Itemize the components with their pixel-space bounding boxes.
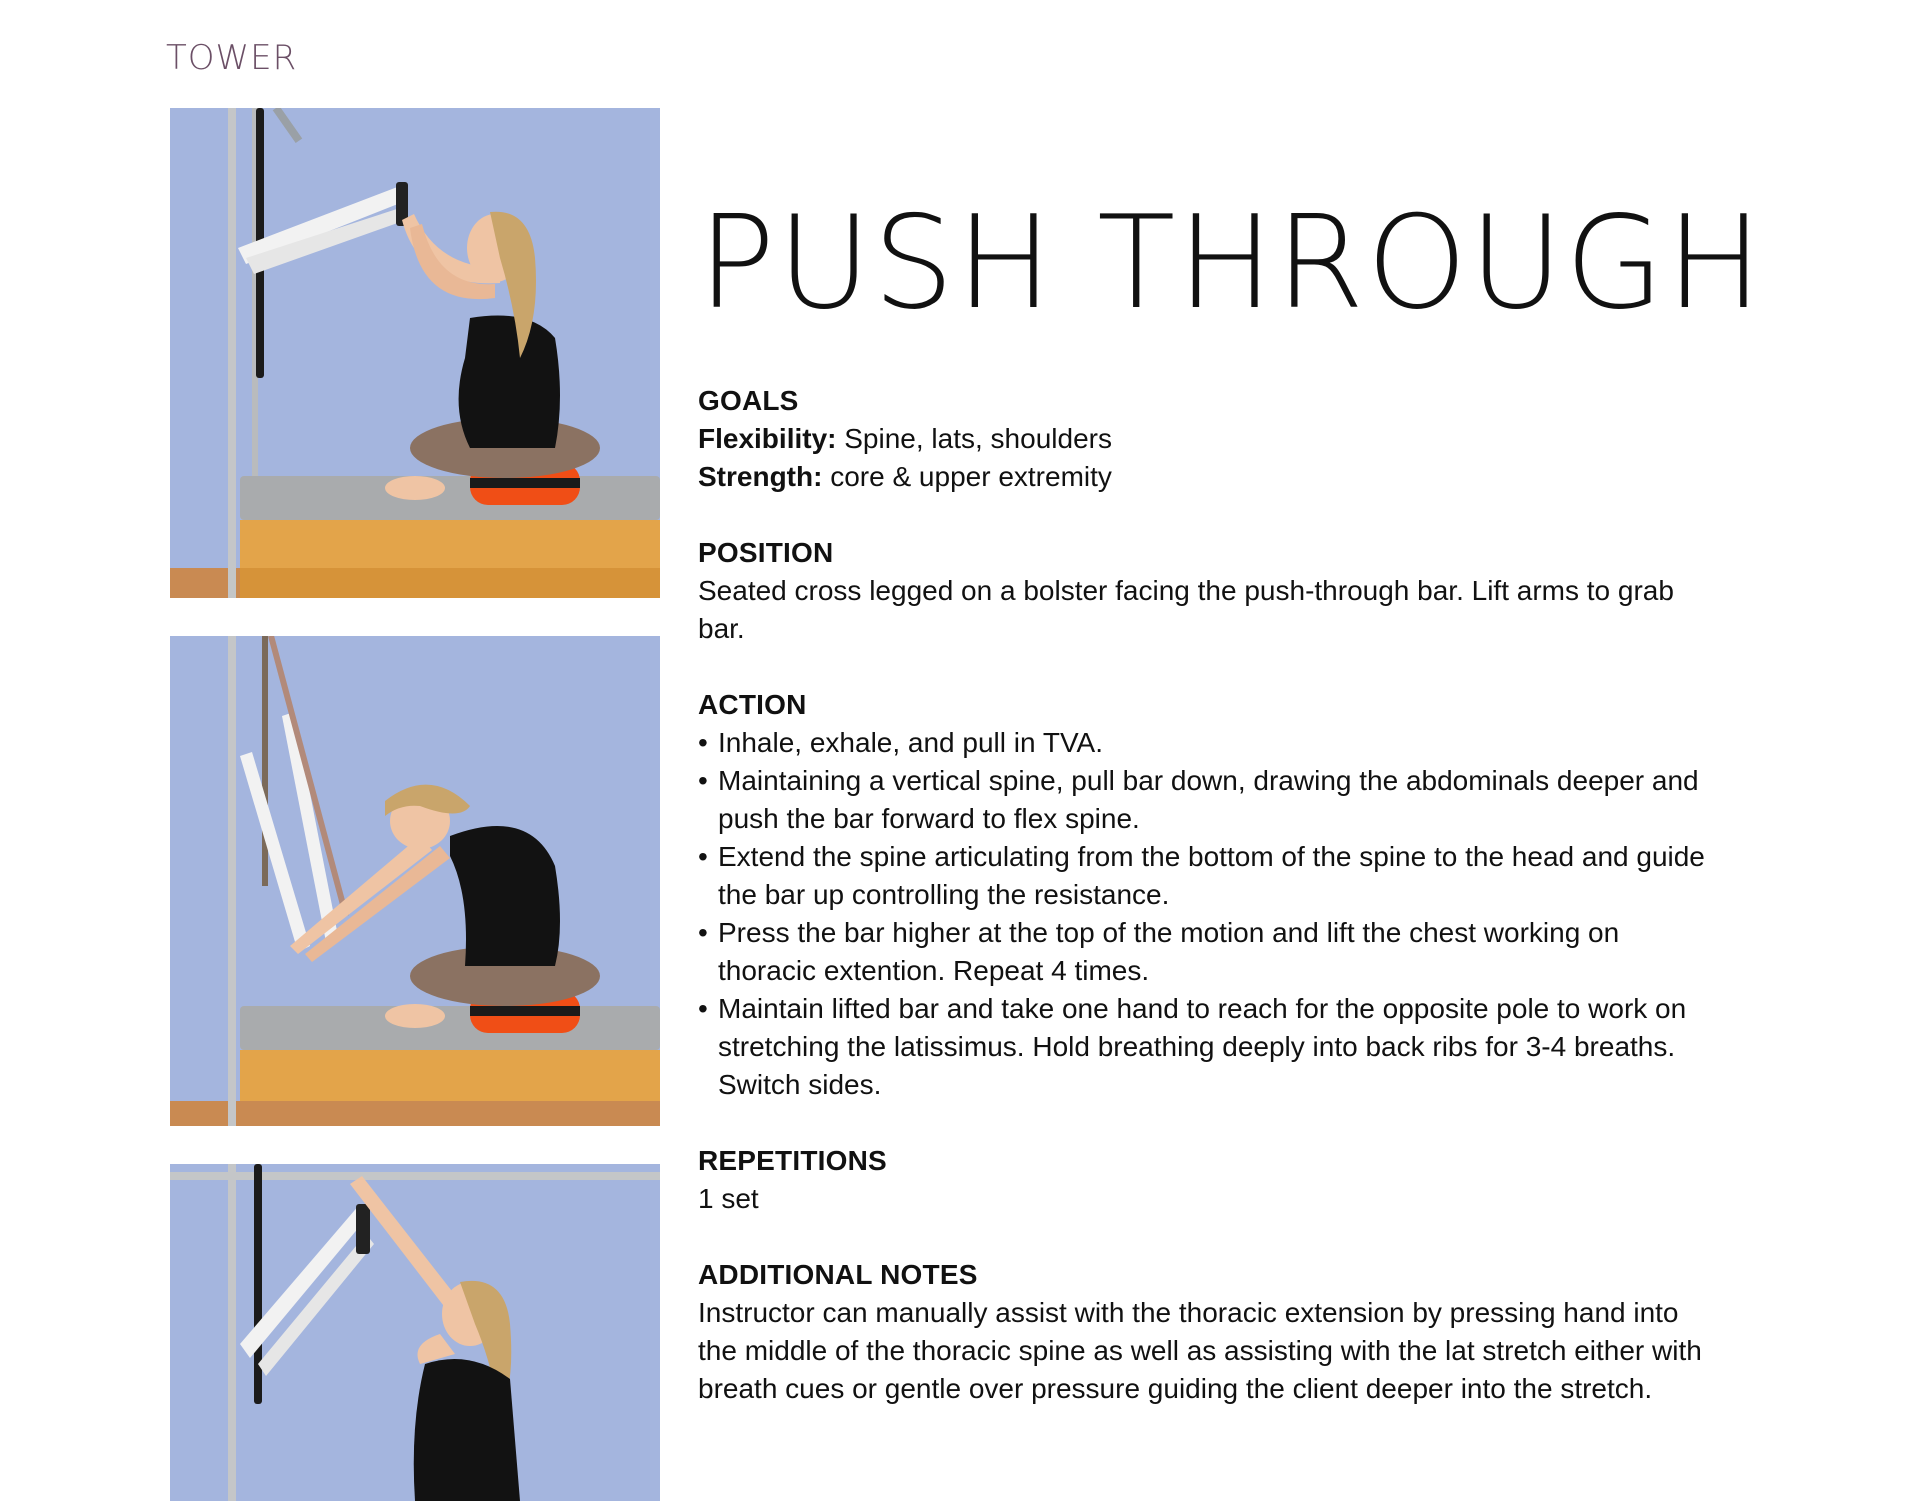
position-section — [698, 534, 1718, 648]
action-step: • Extend the spine articulating from the bottom of the spine to the head and guide the bar up controlling the resistance. — [698, 838, 1718, 914]
goals-heading: GOALS — [698, 385, 799, 416]
page-title: PUSH THROUGH — [698, 189, 1765, 338]
goals-section — [698, 382, 1718, 496]
repetitions-text: 1 set — [698, 1183, 759, 1214]
exercise-photo-flexion — [170, 636, 660, 1126]
notes-heading: ADDITIONAL NOTES — [698, 1259, 978, 1290]
flexibility-value: Spine, lats, shoulders — [844, 423, 1112, 454]
notes-section — [698, 1256, 1718, 1408]
action-heading: ACTION — [698, 689, 807, 720]
exercise-photo-extension — [170, 1164, 660, 1501]
goals-strength — [698, 458, 1718, 496]
strength-label: Strength: — [698, 461, 823, 492]
position-heading: POSITION — [698, 537, 834, 568]
action-step: • Maintain lifted bar and take one hand to reach for the opposite pole to work on stretching the latissimus. Hold breathing deeply into back ribs for 3-4 breaths. Switch sides. — [698, 990, 1718, 1104]
action-section — [698, 686, 1718, 1104]
repetitions-heading: REPETITIONS — [698, 1145, 887, 1176]
repetitions-section — [698, 1142, 1718, 1218]
section-label: TOWER — [166, 38, 298, 78]
action-step: • Maintaining a vertical spine, pull bar down, drawing the abdominals deeper and push the bar forward to flex spine. — [698, 762, 1718, 838]
notes-text: Instructor can manually assist with the thoracic extension by pressing hand into the middle of the thoracic spine as well as assisting with the lat stretch either with breath cues or gentle over pressure guiding the client deeper into the stretch. — [698, 1297, 1702, 1404]
goals-flexibility — [698, 420, 1718, 458]
exercise-photo-start-position — [170, 108, 660, 598]
strength-value: core & upper extremity — [830, 461, 1112, 492]
flexibility-label: Flexibility: — [698, 423, 837, 454]
exercise-details — [698, 382, 1718, 1446]
action-step: • Press the bar higher at the top of the motion and lift the chest working on thoracic extention. Repeat 4 times. — [698, 914, 1718, 990]
action-step: • Inhale, exhale, and pull in TVA. — [698, 724, 1718, 762]
action-steps-list — [698, 724, 1718, 1104]
position-text: Seated cross legged on a bolster facing the push-through bar. Lift arms to grab bar. — [698, 575, 1674, 644]
